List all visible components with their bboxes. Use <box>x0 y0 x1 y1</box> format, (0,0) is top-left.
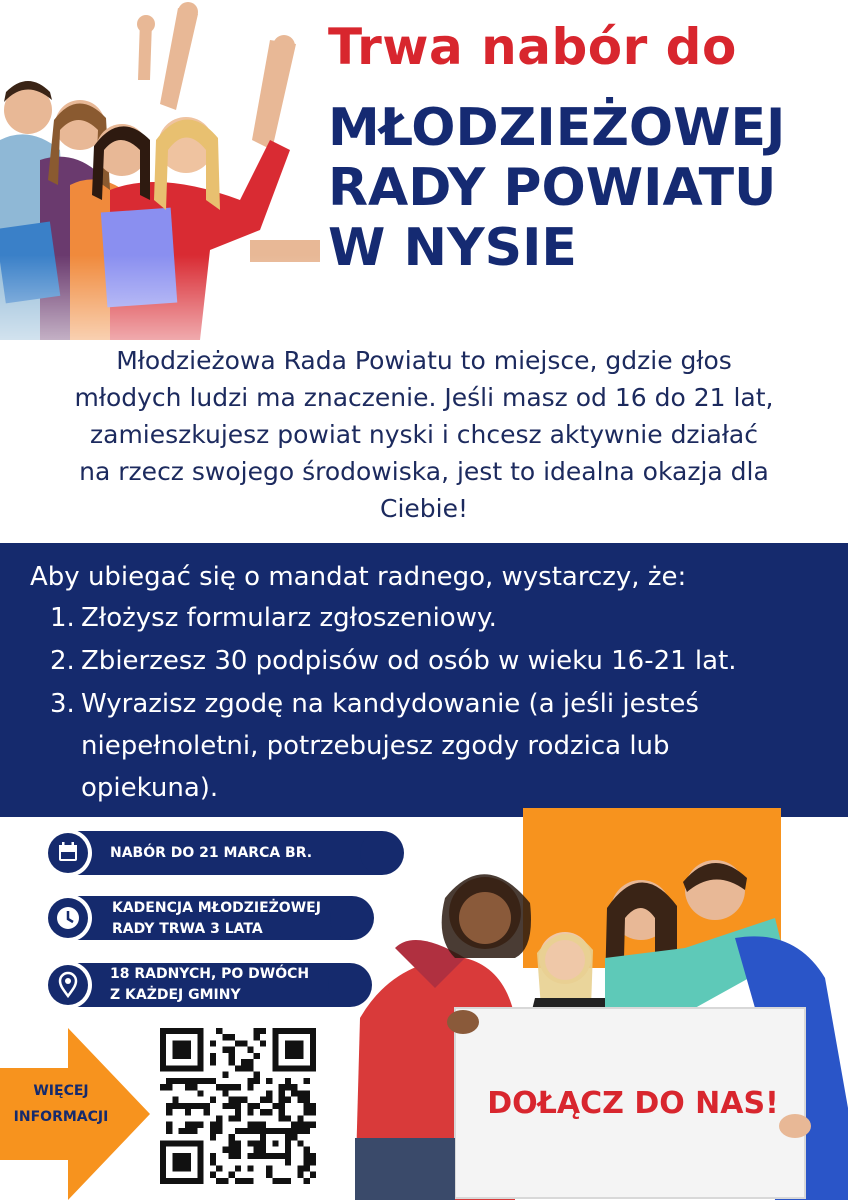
info-pill-line: RADY TRWA 3 LATA <box>112 921 263 937</box>
requirement-number: 1. <box>50 603 75 633</box>
qr-code[interactable] <box>160 1028 316 1184</box>
students-photo <box>0 0 330 340</box>
requirements-lead: Aby ubiegać się o mandat radnego, wystarczy, że: <box>30 562 687 592</box>
requirement-text: Zbierzesz 30 podpisów od osób w wieku 16-21 lat. <box>81 646 737 676</box>
join-us-sign-text: DOŁĄCZ DO NAS! <box>487 1086 779 1121</box>
requirement-text: opiekuna). <box>81 773 219 803</box>
intro-line: młodych ludzi ma znaczenie. Jeśli masz od 16 do 21 lat, <box>74 383 774 412</box>
calendar-icon <box>44 829 92 877</box>
info-pill-text <box>110 964 309 1006</box>
intro-line: Młodzieżowa Rada Powiatu to miejsce, gdzie głos <box>116 346 732 375</box>
title-line: W NYSIE <box>328 218 577 278</box>
info-pill-text <box>112 898 321 940</box>
title-line: MŁODZIEŻOWEJ <box>328 98 786 158</box>
requirement-text: Wyrazisz zgodę na kandydowanie (a jeśli jesteś <box>81 689 699 719</box>
more-info-label <box>0 1078 122 1130</box>
requirement-text: niepełnoletni, potrzebujesz zgody rodzica lub <box>81 731 670 761</box>
requirement-number: 2. <box>50 646 75 676</box>
intro-line: Ciebie! <box>379 494 468 523</box>
more-info-line: INFORMACJI <box>13 1109 109 1125</box>
location-pin-icon <box>44 961 92 1009</box>
requirement-number: 3. <box>50 689 75 719</box>
group-photo <box>355 808 848 1200</box>
intro-paragraph <box>0 342 848 527</box>
page-title <box>328 98 838 278</box>
intro-line: zamieszkujesz powiat nyski i chcesz aktywnie działać <box>90 420 758 449</box>
title-intro: Trwa nabór do <box>328 18 737 76</box>
requirement-text: Złożysz formularz zgłoszeniowy. <box>81 603 497 633</box>
info-pill-line: Z KAŻDEJ GMINY <box>110 987 241 1003</box>
info-pill-line: KADENCJA MŁODZIEŻOWEJ <box>112 900 321 916</box>
title-line: RADY POWIATU <box>328 158 777 218</box>
info-pill-line: 18 RADNYCH, PO DWÓCH <box>110 966 310 982</box>
clock-icon <box>44 894 92 942</box>
info-pill-text: NABÓR DO 21 MARCA BR. <box>110 845 313 861</box>
intro-line: na rzecz swojego środowiska, jest to idealna okazja dla <box>79 457 769 486</box>
more-info-line: WIĘCEJ <box>33 1083 89 1099</box>
